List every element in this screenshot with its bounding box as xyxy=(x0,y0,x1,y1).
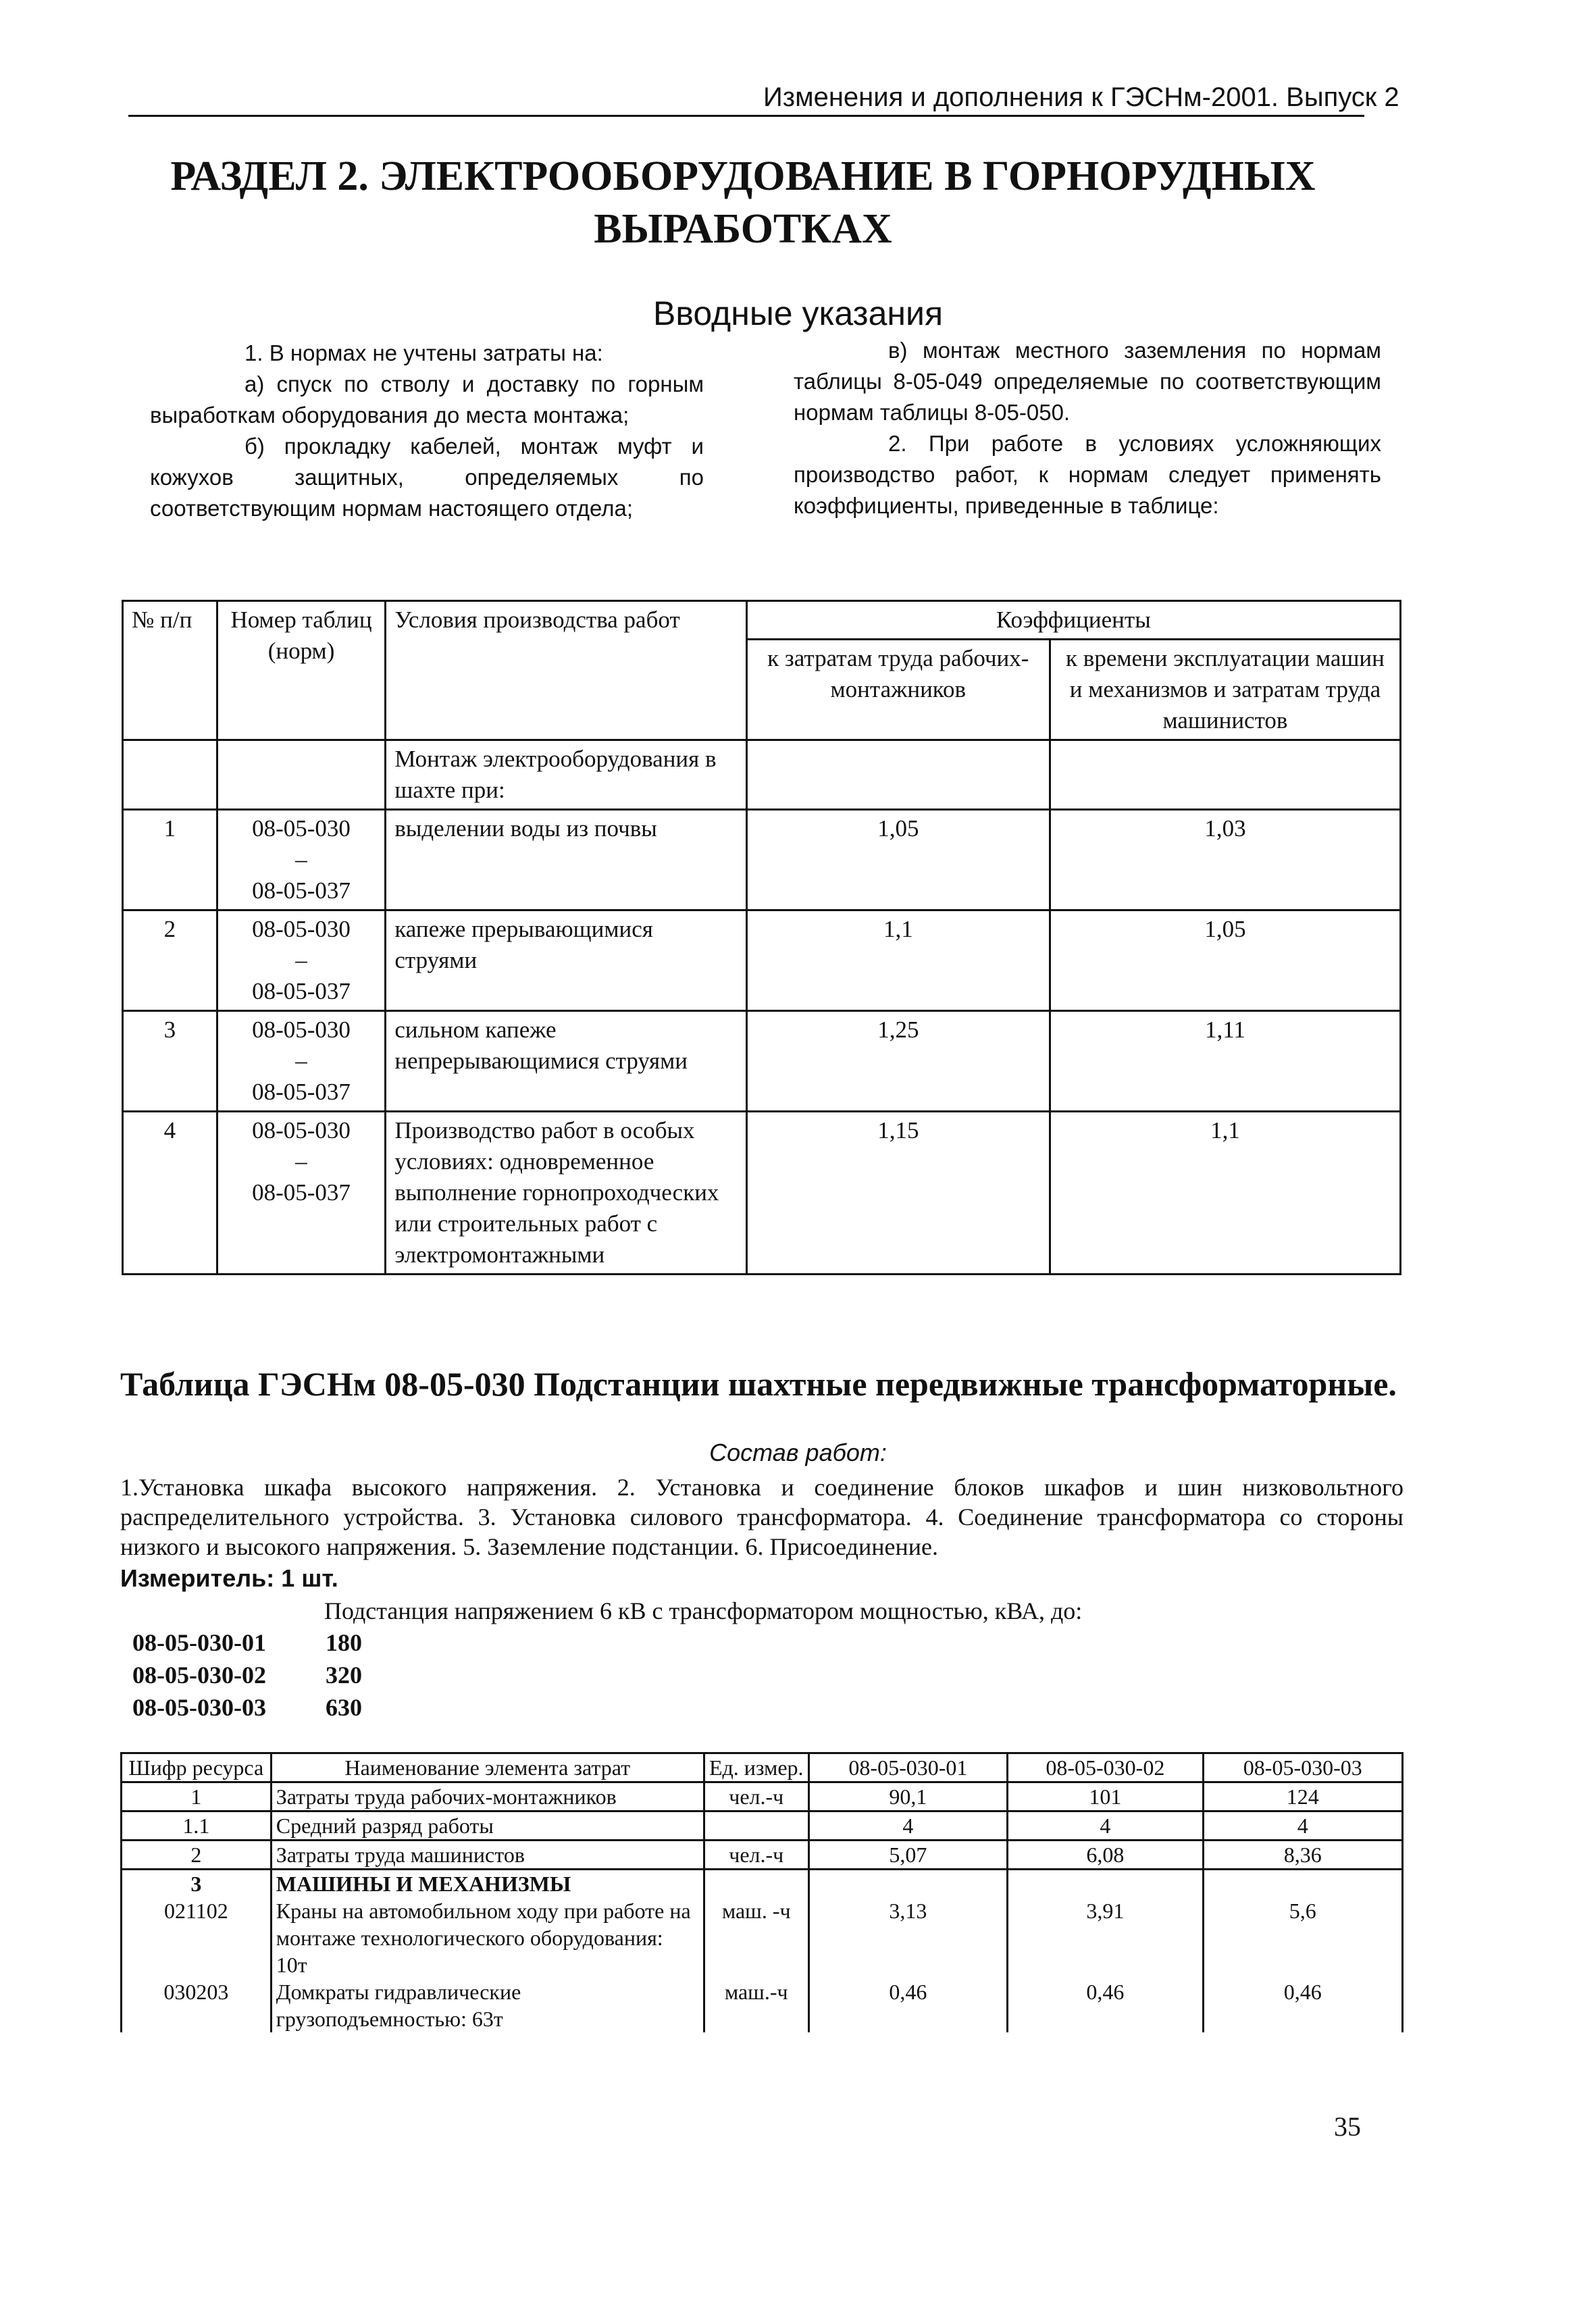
row-k1: 1,05 xyxy=(746,810,1050,910)
row-num: 1 xyxy=(123,810,217,910)
cell-name: Затраты труда рабочих-монтажников xyxy=(271,1782,704,1811)
coef-header-machines: к времени эксплуатации машин и механизмов и затратам труда машинистов xyxy=(1050,640,1400,740)
row-tables: 08-05-030 – 08-05-037 xyxy=(217,910,386,1011)
intro-left-column xyxy=(150,338,704,524)
work-composition-heading: Состав работ: xyxy=(709,1439,887,1466)
table-row xyxy=(122,1870,1403,1898)
section-title-line2: ВЫРАБОТКАХ xyxy=(594,206,892,252)
coef-header-labor: к затратам труда рабочих-монтажников xyxy=(746,640,1050,740)
coefficients-table xyxy=(122,600,1401,1275)
table-row xyxy=(122,1841,1403,1870)
cell-unit xyxy=(704,1870,808,1898)
page-number: 35 xyxy=(1334,2111,1361,2142)
table-row xyxy=(123,1011,1401,1112)
header-c1: 08-05-030-01 xyxy=(808,1753,1007,1782)
coef-header-coefs: Коэффициенты xyxy=(746,601,1400,640)
coef-header-num: № п/п xyxy=(123,601,217,740)
work-composition-text: 1.Установка шкафа высокого напряжения. 2. Установка и соединение блоков шкафов и шин низковольтного распределительного устройства. 3. Установка силового трансформатора. 4. Соединение трансформатора со стороны низкого и высокого напряжения. 5. Заземление подстанции. 6. Присоединение. xyxy=(120,1474,1404,1560)
table-row xyxy=(122,1978,1403,2032)
cell-name: Затраты труда машинистов xyxy=(271,1841,704,1870)
row-condition: выделении воды из почвы xyxy=(386,810,746,910)
row-k1: 1,25 xyxy=(746,1011,1050,1112)
cell-cipher: 1 xyxy=(122,1782,272,1811)
intro-p-b: б) прокладку кабелей, монтаж муфт и кожухов защитных, определяемых по соответствующим нормам настоящего отдела; xyxy=(150,434,704,521)
cell-v3: 5,6 xyxy=(1203,1897,1402,1978)
intro-p1: 1. В нормах не учтены затраты на: xyxy=(244,340,603,365)
header-unit: Ед. измер. xyxy=(704,1753,808,1782)
intro-right-column xyxy=(794,335,1381,521)
cell-name: МАШИНЫ И МЕХАНИЗМЫ xyxy=(271,1870,704,1898)
running-header: Изменения и дополнения к ГЭСНм-2001. Выпуск 2 xyxy=(763,82,1399,112)
table-row xyxy=(122,1811,1403,1841)
cell-cipher: 1.1 xyxy=(122,1811,272,1841)
coef-group-row xyxy=(123,740,1401,810)
coef-header-tables: Номер таблиц (норм) xyxy=(217,601,386,740)
section-title xyxy=(149,150,1337,255)
norm-codes-list xyxy=(132,1626,362,1724)
cell-name: Краны на автомобильном ходу при работе на монтаже технологического оборудования: 10т xyxy=(271,1897,704,1978)
table-row xyxy=(123,810,1401,910)
cell-v1: 4 xyxy=(808,1811,1007,1841)
cell-v1 xyxy=(808,1870,1007,1898)
cell-v3 xyxy=(1203,1870,1402,1898)
row-tables: 08-05-030 – 08-05-037 xyxy=(217,1112,386,1275)
intro-heading: Вводные указания xyxy=(652,294,944,332)
cell-v2: 3,91 xyxy=(1008,1897,1203,1978)
row-condition: Производство работ в особых условиях: одновременное выполнение горнопроходческих или строительных работ с электромонтажными xyxy=(386,1112,746,1275)
row-num: 3 xyxy=(123,1011,217,1112)
cell-v1: 0,46 xyxy=(808,1978,1007,2032)
table-row xyxy=(122,1782,1403,1811)
cell-v1: 3,13 xyxy=(808,1897,1007,1978)
cell-unit xyxy=(704,1811,808,1841)
header-c2: 08-05-030-02 xyxy=(1008,1753,1203,1782)
cell-v2: 101 xyxy=(1008,1782,1203,1811)
intro-p2: 2. При работе в условиях усложняющих производство работ, к нормам следует применять коэффициенты, приведенные в таблице: xyxy=(794,431,1381,518)
cell-unit: чел.-ч xyxy=(704,1841,808,1870)
list-item: 08-05-030-03 630 xyxy=(132,1694,362,1721)
list-item: 08-05-030-01 180 xyxy=(132,1629,362,1656)
substation-subtitle: Подстанция напряжением 6 кВ с трансформатором мощностью, кВА, до: xyxy=(324,1597,1083,1624)
cell-cipher: 3 xyxy=(122,1870,272,1898)
header-name: Наименование элемента затрат xyxy=(271,1753,704,1782)
table-row xyxy=(123,910,1401,1011)
cell-unit: чел.-ч xyxy=(704,1782,808,1811)
resources-header-row xyxy=(122,1753,1403,1782)
header-c3: 08-05-030-03 xyxy=(1203,1753,1402,1782)
cell-v3: 8,36 xyxy=(1203,1841,1402,1870)
table-030-title: Таблица ГЭСНм 08-05-030 Подстанции шахтные передвижные трансформаторные. xyxy=(120,1365,1397,1403)
row-condition: капеже прерывающимися струями xyxy=(386,910,746,1011)
intro-p-a: а) спуск по стволу и доставку по горным выработкам оборудования до места монтажа; xyxy=(150,371,704,428)
row-k2: 1,05 xyxy=(1050,910,1400,1011)
row-k1: 1,1 xyxy=(746,910,1050,1011)
cell-v1: 5,07 xyxy=(808,1841,1007,1870)
section-title-line1: РАЗДЕЛ 2. ЭЛЕКТРООБОРУДОВАНИЕ В ГОРНОРУДНЫХ xyxy=(170,153,1316,199)
cell-cipher: 030203 xyxy=(122,1978,272,2032)
cell-v3: 0,46 xyxy=(1203,1978,1402,2032)
resources-table xyxy=(120,1752,1404,2032)
row-k2: 1,11 xyxy=(1050,1011,1400,1112)
row-condition: сильном капеже непрерывающимися струями xyxy=(386,1011,746,1112)
cell-v2: 0,46 xyxy=(1008,1978,1203,2032)
table-row xyxy=(122,1897,1403,1978)
cell-v3: 124 xyxy=(1203,1782,1402,1811)
header-cipher: Шифр ресурса xyxy=(122,1753,272,1782)
intro-p-c: в) монтаж местного заземления по нормам таблицы 8-05-049 определяемые по соответствующим нормам таблицы 8-05-050. xyxy=(794,338,1381,425)
row-num: 2 xyxy=(123,910,217,1011)
cell-unit: маш. -ч xyxy=(704,1897,808,1978)
cell-cipher: 2 xyxy=(122,1841,272,1870)
cell-v2: 4 xyxy=(1008,1811,1203,1841)
row-tables: 08-05-030 – 08-05-037 xyxy=(217,1011,386,1112)
row-tables: 08-05-030 – 08-05-037 xyxy=(217,810,386,910)
cell-v2 xyxy=(1008,1870,1203,1898)
table-row xyxy=(123,1112,1401,1275)
header-rule xyxy=(128,115,1364,117)
row-num: 4 xyxy=(123,1112,217,1275)
cell-name: Домкраты гидравлические грузоподъемностью: 63т xyxy=(271,1978,704,2032)
coef-header-conditions: Условия производства работ xyxy=(386,601,746,740)
row-k2: 1,1 xyxy=(1050,1112,1400,1275)
cell-name: Средний разряд работы xyxy=(271,1811,704,1841)
cell-v3: 4 xyxy=(1203,1811,1402,1841)
cell-v1: 90,1 xyxy=(808,1782,1007,1811)
coef-group-label: Монтаж электрооборудования в шахте при: xyxy=(386,740,746,810)
cell-unit: маш.-ч xyxy=(704,1978,808,2032)
row-k1: 1,15 xyxy=(746,1112,1050,1275)
cell-v2: 6,08 xyxy=(1008,1841,1203,1870)
row-k2: 1,03 xyxy=(1050,810,1400,910)
meter-label: Измеритель: 1 шт. xyxy=(120,1564,338,1592)
list-item: 08-05-030-02 320 xyxy=(132,1662,362,1689)
cell-cipher: 021102 xyxy=(122,1897,272,1978)
